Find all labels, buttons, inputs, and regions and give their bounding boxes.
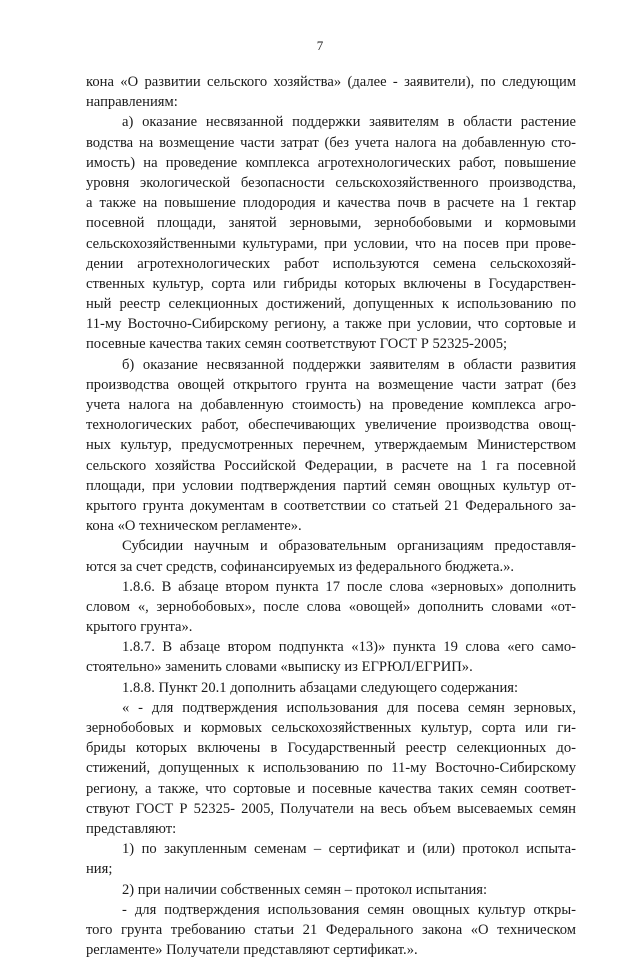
text-line: производства овощей открытого грунта на возмещение части затрат (без xyxy=(86,376,576,393)
text-line: словом «, зернобобовых», после слова «овощей» дополнить словами «от- xyxy=(86,598,576,615)
text-line: ются за счет средств, софинансируемых из федерального бюджета.». xyxy=(86,558,515,575)
text-line: ный реестр селекционных достижений, допущенных к использованию по xyxy=(86,296,576,313)
text-line: сельскохозяйственными культурами, при условии, что на посев при прове- xyxy=(86,235,576,252)
text-line: ствуют ГОСТ Р 52325- 2005, Получатели на весь объем высеваемых семян xyxy=(86,800,576,817)
text-line: посевные качества таких семян соответствуют ГОСТ Р 52325-2005; xyxy=(86,336,508,353)
paragraph xyxy=(86,880,576,900)
text-line: « - для подтверждения использования для посева семян зерновых, xyxy=(122,699,576,716)
text-line: того грунта требованию статьи 21 Федерального закона «О техническом xyxy=(86,921,576,938)
text-line: ных культур, предусмотренных перечнем, утверждаемым Министерством xyxy=(86,437,576,454)
text-line: бриды которых включены в Государственный реестр селекционных до- xyxy=(86,740,576,757)
text-line: зернобобовых и кормовых сельскохозяйственных культур, сорта или ги- xyxy=(86,720,576,736)
text-line: - для подтверждения использования семян овощных культур откры- xyxy=(122,901,576,918)
text-line: ния; xyxy=(86,861,113,878)
text-line: 11-му Восточно-Сибирскому региону, а также при условии, что сортовые и xyxy=(86,316,576,333)
paragraph xyxy=(86,900,576,960)
text-line: 1.8.7. В абзаце втором подпункта «13)» пункта 19 слова «его само- xyxy=(122,639,576,656)
page-number: 7 xyxy=(316,38,324,53)
text-line: имость) на проведение комплекса агротехнологических работ, повышение xyxy=(86,154,576,171)
paragraph xyxy=(86,839,576,879)
text-line: посевной площади, занятой зерновыми, зернобобовыми и кормовыми xyxy=(86,215,576,232)
text-line: сельского хозяйства Российской Федерации, в расчете на 1 га посевной xyxy=(86,457,576,474)
text-line: площади, при условии подтверждения партий семян овощных культур от- xyxy=(86,477,576,494)
text-line: а) оказание несвязанной поддержки заявителям в области растениe xyxy=(122,114,576,131)
text-line: водства на возмещение части затрат (без учета налога на добавленную сто- xyxy=(86,134,576,151)
paragraph xyxy=(86,698,576,839)
document-body xyxy=(86,72,576,960)
text-line: регламенте» Получатели представляют сертификат.». xyxy=(86,942,418,959)
text-line: Субсидии научным и образовательным организациям предоставля- xyxy=(122,538,576,555)
paragraph xyxy=(86,355,576,537)
text-line: б) оказание несвязанной поддержки заявителям в области развития xyxy=(122,356,576,373)
text-line: кона «О развитии сельского хозяйства» (далее - заявители), по следующим xyxy=(86,74,576,90)
text-line: а также на повышение плодородия и качества почв в расчете на 1 гектар xyxy=(86,195,576,212)
text-line: учета налога на добавленную стоимость) на проведение комплекса агро- xyxy=(86,397,576,413)
text-line: дении агротехнологических работ используются семена сельскохозяй- xyxy=(86,255,576,272)
text-line: крытого грунта». xyxy=(86,619,193,636)
text-line: представляют: xyxy=(86,820,177,837)
text-line: 1) по закупленным семенам – сертификат и (или) протокол испыта- xyxy=(122,841,576,858)
text-line: направлениям: xyxy=(86,94,178,111)
text-line: стижений, допущенных к использованию по 11-му Восточно-Сибирскому xyxy=(86,760,576,777)
text-line: крытого грунта документам в соответствии со статьей 21 Федерального за- xyxy=(86,497,576,514)
text-line: уровня экологической безопасности сельскохозяйственного производства, xyxy=(86,174,576,191)
text-line: стоятельно» заменить словами «выписку из ЕГРЮЛ/ЕГРИП». xyxy=(86,659,473,676)
text-line: 1.8.6. В абзаце втором пункта 17 после слова «зерновых» дополнить xyxy=(122,578,576,595)
paragraph xyxy=(86,678,576,698)
text-line: региону, а также, что сортовые и посевные качества таких семян соответ- xyxy=(86,780,576,797)
text-line: 2) при наличии собственных семян – протокол испытания: xyxy=(122,881,488,898)
paragraph xyxy=(86,577,576,638)
text-line: кона «О техническом регламенте». xyxy=(86,518,302,535)
paragraph xyxy=(86,112,576,354)
text-line: ственных культур, сорта или гибриды которых включены в Государствен- xyxy=(86,275,576,292)
paragraph xyxy=(86,637,576,677)
text-line: технологических работ, обеспечивающих увеличение производства овощ- xyxy=(86,417,576,434)
paragraph xyxy=(86,536,576,576)
paragraph xyxy=(86,72,576,112)
text-line: 1.8.8. Пункт 20.1 дополнить абзацами следующего содержания: xyxy=(122,679,519,696)
